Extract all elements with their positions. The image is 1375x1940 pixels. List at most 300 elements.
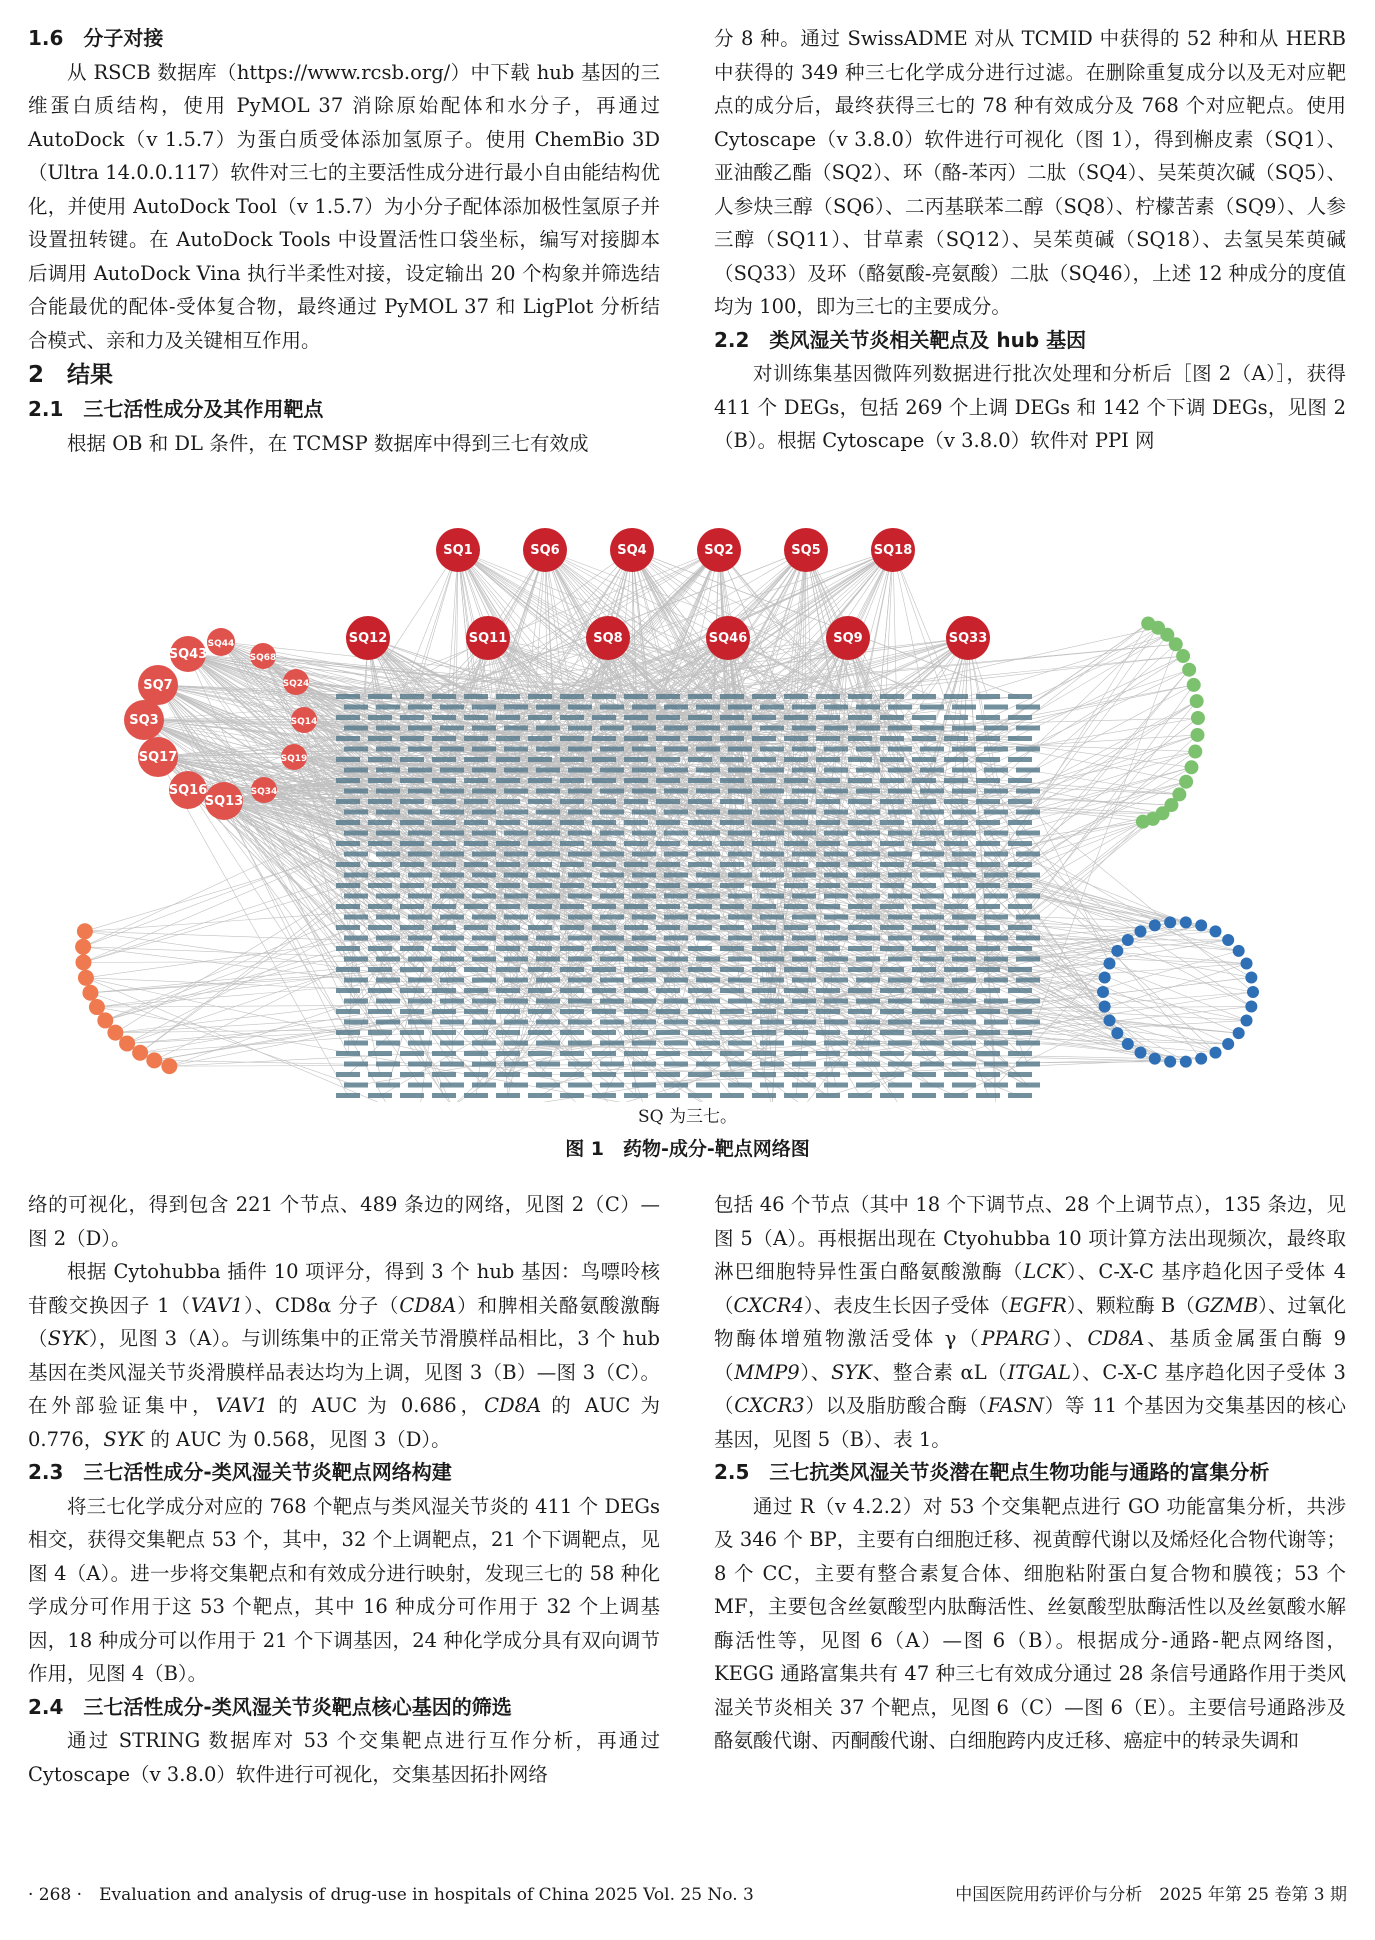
gene-node (816, 1009, 840, 1014)
gene-node (1016, 873, 1040, 878)
gene-node (888, 1020, 912, 1025)
gene-node (336, 799, 360, 804)
compound-label: SQ9 (833, 631, 863, 646)
gene-node (792, 852, 816, 857)
gene-node (1008, 694, 1032, 699)
gene-node (592, 1072, 616, 1077)
gene-node (752, 799, 776, 804)
gene-node (432, 946, 456, 951)
gene-node (880, 694, 904, 699)
gene-node (696, 999, 720, 1004)
compound-label: SQ14 (290, 717, 318, 727)
gene-node (368, 967, 392, 972)
section-heading: 2 结果 (28, 362, 114, 388)
gene-node (568, 936, 592, 941)
gene-node (432, 841, 456, 846)
gene-node (976, 778, 1000, 783)
gene-node (816, 799, 840, 804)
gene-node (848, 946, 872, 951)
gene-node (976, 1030, 1000, 1035)
gene-node (760, 978, 784, 983)
gene-node (952, 1041, 976, 1046)
gene-node (856, 1083, 880, 1088)
gene-node (344, 852, 368, 857)
gene-node (528, 862, 552, 867)
compound-label: SQ1 (443, 543, 473, 558)
gene-node (952, 999, 976, 1004)
gene-node (624, 967, 648, 972)
gene-node (888, 810, 912, 815)
compound-node-small (1135, 1047, 1147, 1059)
gene-node (472, 852, 496, 857)
gene-node (696, 894, 720, 899)
compound-node-small (1245, 1001, 1257, 1013)
gene-node (1008, 946, 1032, 951)
gene-node (728, 768, 752, 773)
gene-node (400, 799, 424, 804)
gene-node (920, 978, 944, 983)
compound-node-small (1184, 760, 1198, 774)
gene-node (688, 1051, 712, 1056)
gene-node (536, 1083, 560, 1088)
paragraph: 从 RSCB 数据库（https://www.rcsb.org/）中下载 hub 基因的三维蛋白质结构，使用 PyMOL 37 消除原始配体和水分子，再通过 AutoDock（v 1.5.7）为蛋白质受体添加氢原子。使用 ChemBio 3D（Ultra 14.0.0.117）软件对三七的主要活性成分进行最小自由能结构优化，并使用 AutoDock Tool（v 1.5.7）为小分子配体添加极性氢原子并设置扭转键。在 AutoDock Tools 中设置活性口袋坐标，编写对接脚本后调用 AutoDock Vina 执行半柔性对接，设定输出 20 个构象并筛选结合能最优的配体-受体复合物，最终通过 PyMOL 37 和 LigPlot 分析结合模式、亲和力及关键相互作用。 (28, 60, 660, 352)
gene-node (1016, 915, 1040, 920)
gene-node (624, 883, 648, 888)
gene-node (696, 768, 720, 773)
gene-node (592, 736, 616, 741)
gene-node (496, 925, 520, 930)
gene-node (976, 883, 1000, 888)
gene-node (496, 1072, 520, 1077)
gene-node (560, 694, 584, 699)
gene-node (944, 799, 968, 804)
gene-node (1016, 726, 1040, 731)
gene-node (760, 831, 784, 836)
gene-node (728, 978, 752, 983)
gene-node (848, 925, 872, 930)
gene-node (984, 810, 1008, 815)
gene-node (760, 810, 784, 815)
paragraph: 包括 46 个节点（其中 18 个下调节点、28 个上调节点），135 条边，见图 5（A）。再根据出现在 Ctyohubba 10 项计算方法出现频次，最终取淋巴细胞特异性蛋白酪氨酸激酶（LCK）、C-X-C 基序趋化因子受体 4（CXCR4）、表皮生长因子受体（EGFR）、颗粒酶 B（GZMB）、过氧化物酶体增殖物激活受体 γ（PPARG）、CD8A、基质金属蛋白酶 9（MMP9）、SYK、整合素 αL（ITGAL）、C-X-C 基序趋化因子受体 3（CXCR3）以及脂肪酸合酶（FASN）等 11 个基因为交集基因的核心基因，见图 5（B）、表 1。 (714, 1193, 1346, 1451)
gene-node (824, 894, 848, 899)
gene-node (496, 757, 520, 762)
gene-node (792, 957, 816, 962)
gene-node (560, 841, 584, 846)
gene-node (568, 957, 592, 962)
gene-node (728, 936, 752, 941)
gene-node (440, 999, 464, 1004)
compound-label: SQ12 (348, 631, 388, 646)
gene-node (504, 768, 528, 773)
gene-node (696, 957, 720, 962)
gene-node (1016, 936, 1040, 941)
gene-node (472, 789, 496, 794)
gene-node (496, 715, 520, 720)
gene-node (1008, 841, 1032, 846)
gene-node (824, 747, 848, 752)
gene-node (624, 757, 648, 762)
gene-node (336, 1030, 360, 1035)
gene-node (912, 778, 936, 783)
gene-node (536, 726, 560, 731)
gene-node (504, 1062, 528, 1067)
gene-node (440, 810, 464, 815)
gene-node (432, 1093, 456, 1098)
gene-node (336, 715, 360, 720)
gene-node (496, 946, 520, 951)
gene-node (336, 862, 360, 867)
gene-node (976, 841, 1000, 846)
gene-node (1008, 736, 1032, 741)
gene-node (336, 1093, 360, 1098)
gene-node (920, 810, 944, 815)
gene-node (336, 1009, 360, 1014)
gene-node (376, 789, 400, 794)
gene-node (464, 862, 488, 867)
gene-node (656, 925, 680, 930)
gene-node (696, 915, 720, 920)
gene-node (624, 1030, 648, 1035)
gene-node (984, 768, 1008, 773)
gene-node (528, 715, 552, 720)
gene-node (976, 715, 1000, 720)
gene-node (688, 967, 712, 972)
gene-node (400, 1030, 424, 1035)
gene-node (464, 715, 488, 720)
gene-node (696, 1083, 720, 1088)
gene-node (376, 705, 400, 710)
gene-node (944, 946, 968, 951)
gene-node (504, 726, 528, 731)
gene-node (408, 1020, 432, 1025)
gene-node (664, 747, 688, 752)
compound-node-small (1099, 971, 1111, 983)
gene-node (848, 841, 872, 846)
subsection-heading: 2.1 三七活性成分及其作用靶点 (28, 397, 324, 421)
gene-node (504, 705, 528, 710)
gene-node (920, 1041, 944, 1046)
gene-node (720, 715, 744, 720)
gene-node (568, 747, 592, 752)
gene-node (344, 768, 368, 773)
gene-node (496, 799, 520, 804)
compound-label: SQ8 (593, 631, 623, 646)
gene-node (976, 925, 1000, 930)
gene-node (560, 1072, 584, 1077)
gene-node (560, 925, 584, 930)
gene-node (792, 1083, 816, 1088)
subsection-heading: 2.3 三七活性成分-类风湿关节炎靶点网络构建 (28, 1460, 452, 1484)
gene-node (664, 957, 688, 962)
gene-node (664, 999, 688, 1004)
gene-node (560, 967, 584, 972)
subsection-heading: 1.6 分子对接 (28, 26, 164, 50)
gene-node (760, 789, 784, 794)
gene-node (720, 736, 744, 741)
gene-node (504, 999, 528, 1004)
gene-node (816, 820, 840, 825)
gene-node (632, 1083, 656, 1088)
gene-node (1016, 957, 1040, 962)
gene-node (464, 1009, 488, 1014)
paragraph: 络的可视化，得到包含 221 个节点、489 条边的网络，见图 2（C）—图 2（D）。 (28, 1193, 660, 1250)
gene-node (440, 768, 464, 773)
gene-node (784, 988, 808, 993)
gene-node (432, 862, 456, 867)
gene-node (784, 757, 808, 762)
paragraph: 根据 Cytohubba 插件 10 项评分，得到 3 个 hub 基因：鸟嘌呤核苷酸交换因子 1（VAV1）、CD8α 分子（CD8A）和脾相关酪氨酸激酶（SYK），见图 3（A）。与训练集中的正常关节滑膜样品相比，3 个 hub 基因在类风湿关节炎滑膜样品表达均为上调，见图 3（B）—图 3（C）。在外部验证集中，VAV1 的 AUC 为 0.686，CD8A 的 AUC 为 0.776，SYK 的 AUC 为 0.568，见图 3（D）。 (28, 1260, 660, 1451)
gene-node (408, 978, 432, 983)
gene-node (976, 694, 1000, 699)
gene-node (760, 915, 784, 920)
gene-node (408, 789, 432, 794)
compound-node-small (1245, 971, 1257, 983)
gene-node (952, 747, 976, 752)
gene-node (336, 841, 360, 846)
gene-node (848, 778, 872, 783)
gene-node (824, 915, 848, 920)
gene-node (976, 967, 1000, 972)
gene-node (688, 883, 712, 888)
gene-node (816, 967, 840, 972)
gene-node (592, 862, 616, 867)
gene-node (920, 852, 944, 857)
gene-node (912, 1072, 936, 1077)
gene-node (632, 978, 656, 983)
gene-node (816, 694, 840, 699)
gene-node (792, 705, 816, 710)
gene-node (752, 694, 776, 699)
gene-node (440, 873, 464, 878)
gene-node (336, 1072, 360, 1077)
gene-node (632, 957, 656, 962)
gene-node (464, 1072, 488, 1077)
gene-node (976, 736, 1000, 741)
gene-node (400, 925, 424, 930)
compound-node-small (1164, 916, 1176, 928)
gene-node (816, 883, 840, 888)
gene-node (656, 883, 680, 888)
gene-node (624, 778, 648, 783)
gene-node (528, 799, 552, 804)
gene-node (888, 789, 912, 794)
gene-node (752, 715, 776, 720)
gene-node (728, 726, 752, 731)
gene-node (792, 810, 816, 815)
gene-node (656, 694, 680, 699)
gene-node (696, 1020, 720, 1025)
gene-node (624, 1093, 648, 1098)
gene-node (880, 1051, 904, 1056)
gene-node (624, 736, 648, 741)
gene-node (720, 694, 744, 699)
gene-node (472, 1083, 496, 1088)
gene-node (344, 726, 368, 731)
gene-node (920, 747, 944, 752)
gene-node (1008, 904, 1032, 909)
gene-node (752, 925, 776, 930)
gene-node (824, 1020, 848, 1025)
gene-node (536, 789, 560, 794)
gene-node (688, 946, 712, 951)
gene-node (1016, 747, 1040, 752)
gene-node (472, 978, 496, 983)
gene-node (496, 736, 520, 741)
gene-node (528, 841, 552, 846)
compound-node-small (1122, 1038, 1134, 1050)
gene-node (944, 1009, 968, 1014)
gene-node (336, 757, 360, 762)
gene-node (880, 988, 904, 993)
gene-node (880, 946, 904, 951)
compound-node-small (1210, 925, 1222, 937)
gene-node (888, 1041, 912, 1046)
gene-node (952, 957, 976, 962)
gene-node (824, 1083, 848, 1088)
gene-node (664, 768, 688, 773)
gene-node (1008, 1093, 1032, 1098)
gene-node (408, 915, 432, 920)
gene-node (344, 1062, 368, 1067)
gene-node (696, 1062, 720, 1067)
gene-node (752, 1072, 776, 1077)
gene-node (664, 1041, 688, 1046)
gene-node (528, 778, 552, 783)
gene-node (536, 1020, 560, 1025)
paragraph: 根据 OB 和 DL 条件，在 TCMSP 数据库中得到三七有效成 (67, 431, 589, 455)
gene-node (600, 894, 624, 899)
gene-node (528, 1009, 552, 1014)
gene-node (368, 841, 392, 846)
gene-node (952, 978, 976, 983)
gene-node (880, 967, 904, 972)
gene-node (856, 1020, 880, 1025)
gene-node (600, 1062, 624, 1067)
compound-node-small (1135, 925, 1147, 937)
gene-node (656, 988, 680, 993)
gene-node (728, 831, 752, 836)
gene-node (336, 1051, 360, 1056)
gene-node (920, 1020, 944, 1025)
compound-label: SQ6 (530, 543, 560, 558)
gene-node (592, 757, 616, 762)
compound-node-small (1111, 945, 1123, 957)
gene-node (984, 936, 1008, 941)
gene-node (504, 1083, 528, 1088)
gene-node (888, 852, 912, 857)
gene-node (760, 1020, 784, 1025)
gene-node (400, 1051, 424, 1056)
gene-node (824, 768, 848, 773)
gene-node (952, 894, 976, 899)
gene-node (1008, 1009, 1032, 1014)
gene-node (784, 862, 808, 867)
gene-node (376, 936, 400, 941)
gene-node (464, 778, 488, 783)
gene-node (728, 852, 752, 857)
gene-node (568, 810, 592, 815)
gene-node (984, 999, 1008, 1004)
gene-node (784, 1030, 808, 1035)
gene-node (944, 694, 968, 699)
gene-node (600, 957, 624, 962)
gene-node (944, 736, 968, 741)
gene-node (528, 1072, 552, 1077)
gene-node (888, 999, 912, 1004)
gene-node (856, 810, 880, 815)
gene-node (432, 1009, 456, 1014)
compound-label: SQ7 (143, 678, 173, 693)
gene-node (688, 925, 712, 930)
gene-node (976, 1072, 1000, 1077)
gene-node (720, 1072, 744, 1077)
gene-node (944, 925, 968, 930)
gene-node (696, 747, 720, 752)
gene-node (848, 1009, 872, 1014)
gene-node (592, 799, 616, 804)
gene-node (536, 915, 560, 920)
gene-node (1016, 1062, 1040, 1067)
gene-node (408, 1062, 432, 1067)
gene-node (376, 768, 400, 773)
gene-node (760, 1041, 784, 1046)
gene-node (400, 694, 424, 699)
compound-node-small (1103, 958, 1115, 970)
gene-node (472, 768, 496, 773)
gene-node (408, 831, 432, 836)
compound-label: SQ34 (250, 787, 278, 797)
gene-node (920, 894, 944, 899)
gene-node (888, 873, 912, 878)
gene-node (664, 873, 688, 878)
gene-node (528, 988, 552, 993)
gene-node (944, 757, 968, 762)
gene-node (920, 1083, 944, 1088)
gene-node (752, 1051, 776, 1056)
gene-node (344, 705, 368, 710)
gene-node (784, 1093, 808, 1098)
gene-node (1016, 852, 1040, 857)
gene-node (952, 726, 976, 731)
gene-node (984, 1020, 1008, 1025)
gene-node (920, 936, 944, 941)
gene-node (464, 841, 488, 846)
gene-node (912, 1051, 936, 1056)
gene-node (984, 873, 1008, 878)
compound-node-small (77, 923, 93, 939)
gene-node (848, 736, 872, 741)
gene-node (888, 936, 912, 941)
gene-node (632, 1041, 656, 1046)
gene-node (656, 946, 680, 951)
gene-node (528, 967, 552, 972)
gene-node (440, 936, 464, 941)
gene-node (888, 915, 912, 920)
compound-node-small (1149, 1053, 1161, 1065)
gene-node (440, 747, 464, 752)
gene-node (720, 883, 744, 888)
gene-node (400, 1072, 424, 1077)
compound-node-small (1195, 1053, 1207, 1065)
gene-node (632, 768, 656, 773)
gene-node (688, 1030, 712, 1035)
gene-node (432, 925, 456, 930)
gene-node (440, 705, 464, 710)
gene-node (496, 1030, 520, 1035)
gene-node (440, 1041, 464, 1046)
gene-node (824, 726, 848, 731)
gene-node (664, 1020, 688, 1025)
